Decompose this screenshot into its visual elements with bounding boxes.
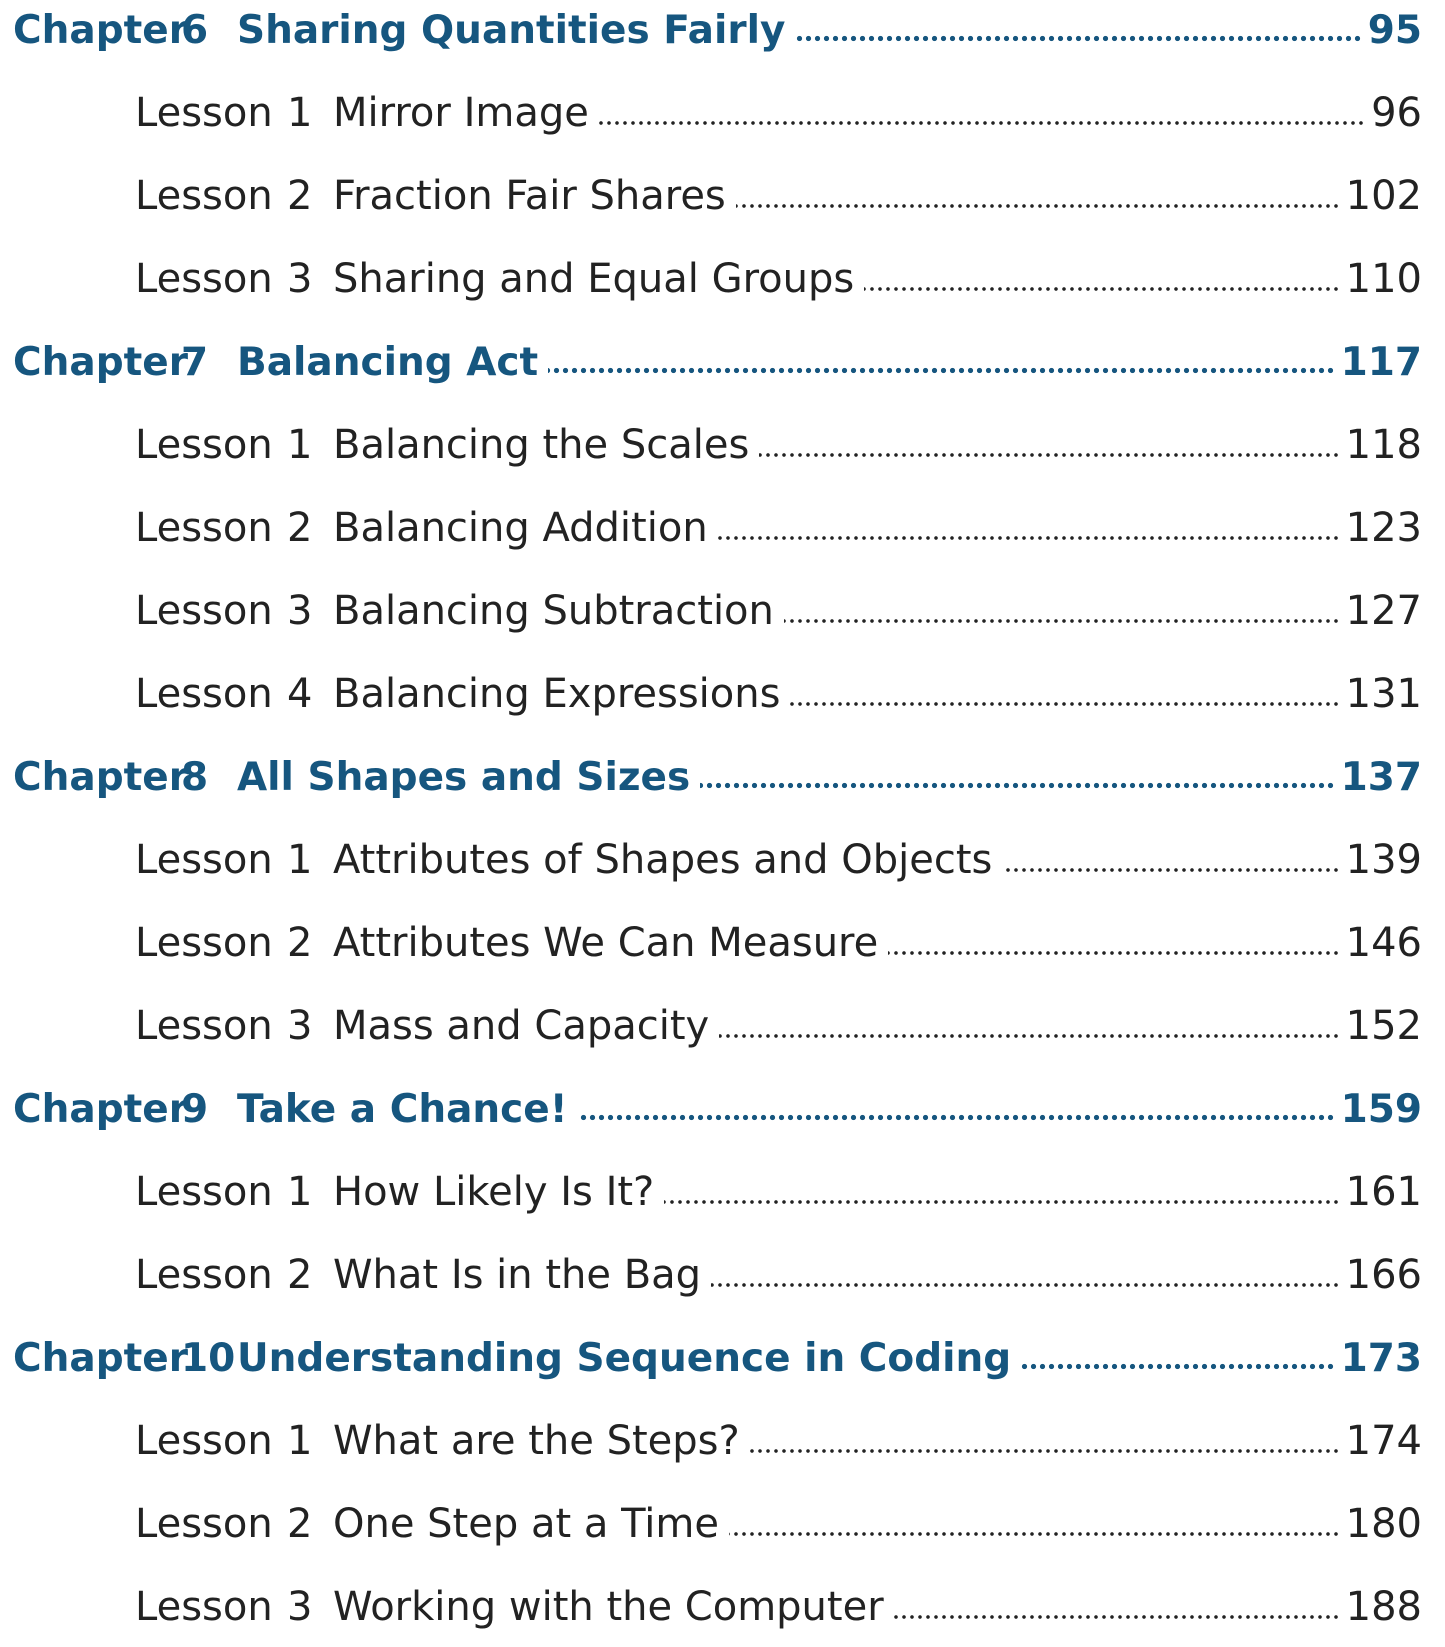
lesson-title: Working with the Computer bbox=[333, 1584, 884, 1630]
lesson-number: 2 bbox=[287, 505, 313, 551]
lesson-number: 1 bbox=[287, 90, 313, 136]
lesson-entry[interactable] bbox=[0, 903, 1445, 983]
lesson-number: 3 bbox=[287, 588, 313, 634]
lesson-label: Lesson bbox=[135, 588, 273, 634]
lesson-entry[interactable] bbox=[0, 1484, 1445, 1564]
lesson-page-number: 180 bbox=[1345, 1501, 1422, 1547]
lesson-number: 1 bbox=[287, 1169, 313, 1215]
lesson-number: 2 bbox=[287, 920, 313, 966]
chapter-number: 9 bbox=[181, 1086, 209, 1132]
lesson-label: Lesson bbox=[135, 1169, 273, 1215]
lesson-title: Balancing Expressions bbox=[333, 671, 781, 717]
lesson-title: Sharing and Equal Groups bbox=[333, 256, 855, 302]
lesson-number: 2 bbox=[287, 173, 313, 219]
dot-leader bbox=[894, 1613, 1340, 1621]
lesson-page-number: 174 bbox=[1345, 1418, 1422, 1464]
lesson-number: 3 bbox=[287, 256, 313, 302]
dot-leader bbox=[700, 781, 1335, 790]
chapter-label: Chapter bbox=[13, 7, 188, 53]
lesson-page-number: 152 bbox=[1345, 1003, 1422, 1049]
lesson-page-number: 96 bbox=[1371, 90, 1422, 136]
lesson-entry[interactable] bbox=[0, 1401, 1445, 1481]
lesson-title: How Likely Is It? bbox=[333, 1169, 655, 1215]
dot-leader bbox=[864, 285, 1340, 293]
lesson-label: Lesson bbox=[135, 1003, 273, 1049]
dot-leader bbox=[759, 451, 1340, 459]
lesson-number: 1 bbox=[287, 1418, 313, 1464]
dot-leader bbox=[729, 1530, 1340, 1538]
dot-leader bbox=[1021, 1362, 1335, 1371]
dot-leader bbox=[736, 202, 1340, 210]
lesson-label: Lesson bbox=[135, 837, 273, 883]
chapter-page-number: 95 bbox=[1367, 7, 1422, 53]
lesson-title: Attributes We Can Measure bbox=[333, 920, 879, 966]
lesson-entry[interactable] bbox=[0, 654, 1445, 734]
dot-leader bbox=[664, 1198, 1340, 1206]
lesson-entry[interactable] bbox=[0, 239, 1445, 319]
lesson-number: 3 bbox=[287, 1584, 313, 1630]
chapter-number: 10 bbox=[181, 1335, 236, 1381]
dot-leader bbox=[1002, 866, 1340, 874]
dot-leader bbox=[578, 1113, 1335, 1122]
lesson-title: Balancing the Scales bbox=[333, 422, 750, 468]
lesson-page-number: 110 bbox=[1345, 256, 1422, 302]
lesson-page-number: 102 bbox=[1345, 173, 1422, 219]
chapter-page-number: 159 bbox=[1340, 1086, 1422, 1132]
lesson-label: Lesson bbox=[135, 173, 273, 219]
chapter-entry[interactable] bbox=[0, 1069, 1445, 1149]
dot-leader bbox=[790, 700, 1340, 708]
chapter-label: Chapter bbox=[13, 1086, 188, 1132]
lesson-title: One Step at a Time bbox=[333, 1501, 719, 1547]
lesson-number: 1 bbox=[287, 837, 313, 883]
lesson-label: Lesson bbox=[135, 1501, 273, 1547]
lesson-label: Lesson bbox=[135, 90, 273, 136]
lesson-label: Lesson bbox=[135, 920, 273, 966]
chapter-title: Take a Chance! bbox=[237, 1086, 568, 1132]
lesson-number: 2 bbox=[287, 1252, 313, 1298]
lesson-label: Lesson bbox=[135, 422, 273, 468]
lesson-page-number: 131 bbox=[1345, 671, 1422, 717]
chapter-page-number: 117 bbox=[1340, 339, 1422, 385]
lesson-entry[interactable] bbox=[0, 488, 1445, 568]
chapter-page-number: 173 bbox=[1340, 1335, 1422, 1381]
lesson-label: Lesson bbox=[135, 671, 273, 717]
dot-leader bbox=[718, 534, 1340, 542]
lesson-entry[interactable] bbox=[0, 1235, 1445, 1315]
lesson-page-number: 188 bbox=[1345, 1584, 1422, 1630]
dot-leader bbox=[888, 949, 1340, 957]
dot-leader bbox=[750, 1447, 1340, 1455]
lesson-entry[interactable] bbox=[0, 1152, 1445, 1232]
chapter-entry[interactable] bbox=[0, 0, 1445, 70]
chapter-entry[interactable] bbox=[0, 322, 1445, 402]
lesson-label: Lesson bbox=[135, 505, 273, 551]
chapter-number: 8 bbox=[181, 754, 209, 800]
dot-leader bbox=[548, 366, 1335, 375]
chapter-label: Chapter bbox=[13, 754, 188, 800]
dot-leader bbox=[719, 1032, 1340, 1040]
lesson-page-number: 166 bbox=[1345, 1252, 1422, 1298]
lesson-page-number: 123 bbox=[1345, 505, 1422, 551]
lesson-title: Mirror Image bbox=[333, 90, 589, 136]
lesson-number: 1 bbox=[287, 422, 313, 468]
lesson-label: Lesson bbox=[135, 1418, 273, 1464]
chapter-title: Understanding Sequence in Coding bbox=[237, 1335, 1012, 1381]
dot-leader bbox=[711, 1281, 1340, 1289]
dot-leader bbox=[599, 119, 1365, 127]
lesson-label: Lesson bbox=[135, 1252, 273, 1298]
lesson-title: Attributes of Shapes and Objects bbox=[333, 837, 993, 883]
chapter-title: Sharing Quantities Fairly bbox=[237, 7, 786, 53]
lesson-entry[interactable] bbox=[0, 156, 1445, 236]
chapter-page-number: 137 bbox=[1340, 754, 1422, 800]
lesson-entry[interactable] bbox=[0, 1567, 1445, 1647]
lesson-title: Balancing Subtraction bbox=[333, 588, 774, 634]
lesson-number: 3 bbox=[287, 1003, 313, 1049]
chapter-title: Balancing Act bbox=[237, 339, 539, 385]
lesson-title: Fraction Fair Shares bbox=[333, 173, 726, 219]
lesson-page-number: 127 bbox=[1345, 588, 1422, 634]
lesson-page-number: 139 bbox=[1345, 837, 1422, 883]
lesson-entry[interactable] bbox=[0, 405, 1445, 485]
lesson-number: 4 bbox=[287, 671, 313, 717]
lesson-page-number: 161 bbox=[1345, 1169, 1422, 1215]
lesson-title: Mass and Capacity bbox=[333, 1003, 710, 1049]
lesson-label: Lesson bbox=[135, 256, 273, 302]
lesson-entry[interactable] bbox=[0, 571, 1445, 651]
chapter-label: Chapter bbox=[13, 339, 188, 385]
chapter-title: All Shapes and Sizes bbox=[237, 754, 691, 800]
chapter-entry[interactable] bbox=[0, 1318, 1445, 1398]
lesson-entry[interactable] bbox=[0, 820, 1445, 900]
dot-leader bbox=[784, 617, 1340, 625]
lesson-page-number: 118 bbox=[1345, 422, 1422, 468]
lesson-label: Lesson bbox=[135, 1584, 273, 1630]
chapter-label: Chapter bbox=[13, 1335, 188, 1381]
dot-leader bbox=[795, 34, 1362, 43]
lesson-title: What Is in the Bag bbox=[333, 1252, 702, 1298]
lesson-title: What are the Steps? bbox=[333, 1418, 740, 1464]
lesson-number: 2 bbox=[287, 1501, 313, 1547]
lesson-entry[interactable] bbox=[0, 986, 1445, 1066]
lesson-entry[interactable] bbox=[0, 73, 1445, 153]
chapter-entry[interactable] bbox=[0, 737, 1445, 817]
lesson-page-number: 146 bbox=[1345, 920, 1422, 966]
chapter-number: 6 bbox=[181, 7, 209, 53]
lesson-title: Balancing Addition bbox=[333, 505, 708, 551]
chapter-number: 7 bbox=[181, 339, 209, 385]
